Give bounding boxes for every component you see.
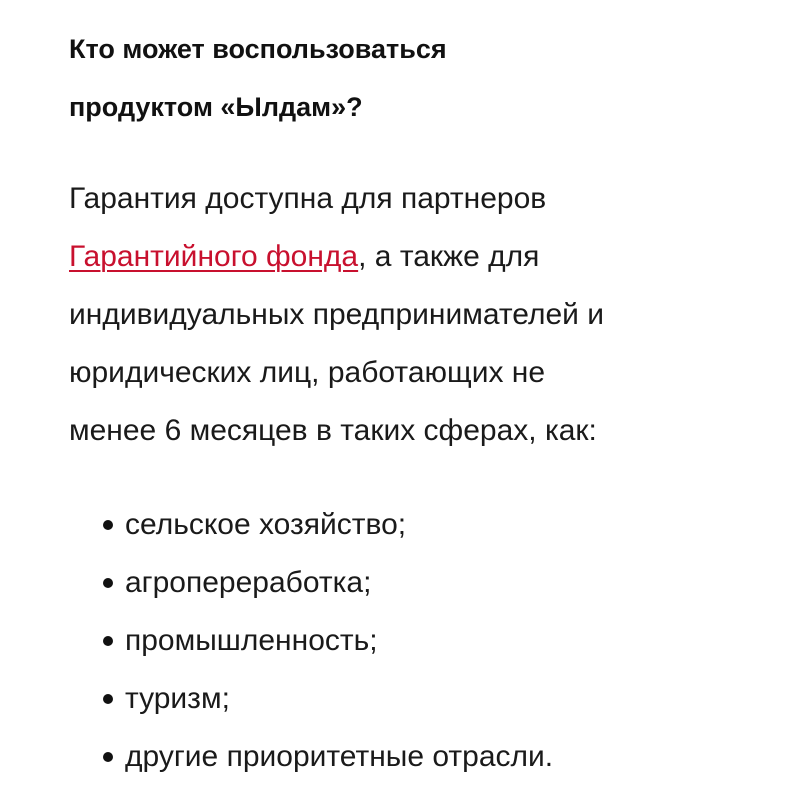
description-paragraph bbox=[69, 170, 760, 460]
paragraph-line-2 bbox=[69, 228, 760, 286]
list-item bbox=[69, 670, 760, 728]
bullet-icon bbox=[103, 694, 113, 704]
bullet-icon bbox=[103, 578, 113, 588]
paragraph-line-5: менее 6 месяцев в таких сферах, как: bbox=[69, 414, 597, 447]
list-item bbox=[69, 612, 760, 670]
sectors-list bbox=[69, 496, 760, 786]
list-item-text: туризм; bbox=[125, 682, 230, 715]
list-item bbox=[69, 496, 760, 554]
paragraph-line-3: индивидуальных предпринимателей и bbox=[69, 298, 604, 331]
paragraph-line-4: юридических лиц, работающих не bbox=[69, 356, 546, 389]
list-item bbox=[69, 728, 760, 786]
guarantee-fund-link[interactable]: Гарантийного фонда bbox=[69, 240, 359, 273]
paragraph-line-2-rest: , а также для bbox=[358, 240, 540, 273]
bullet-icon bbox=[103, 636, 113, 646]
bullet-icon bbox=[103, 520, 113, 530]
heading-line-1: Кто может воспользоваться bbox=[69, 34, 447, 64]
list-item-text: другие приоритетные отрасли. bbox=[125, 740, 554, 773]
paragraph-line-1: Гарантия доступна для партнеров bbox=[69, 182, 547, 215]
list-item-text: промышленность; bbox=[125, 624, 378, 657]
bullet-icon bbox=[103, 752, 113, 762]
heading-line-2: продуктом «Ылдам»? bbox=[69, 92, 363, 122]
list-item-text: сельское хозяйство; bbox=[125, 508, 407, 541]
section-heading bbox=[69, 20, 589, 136]
list-item bbox=[69, 554, 760, 612]
list-item-text: агропереработка; bbox=[125, 566, 372, 599]
